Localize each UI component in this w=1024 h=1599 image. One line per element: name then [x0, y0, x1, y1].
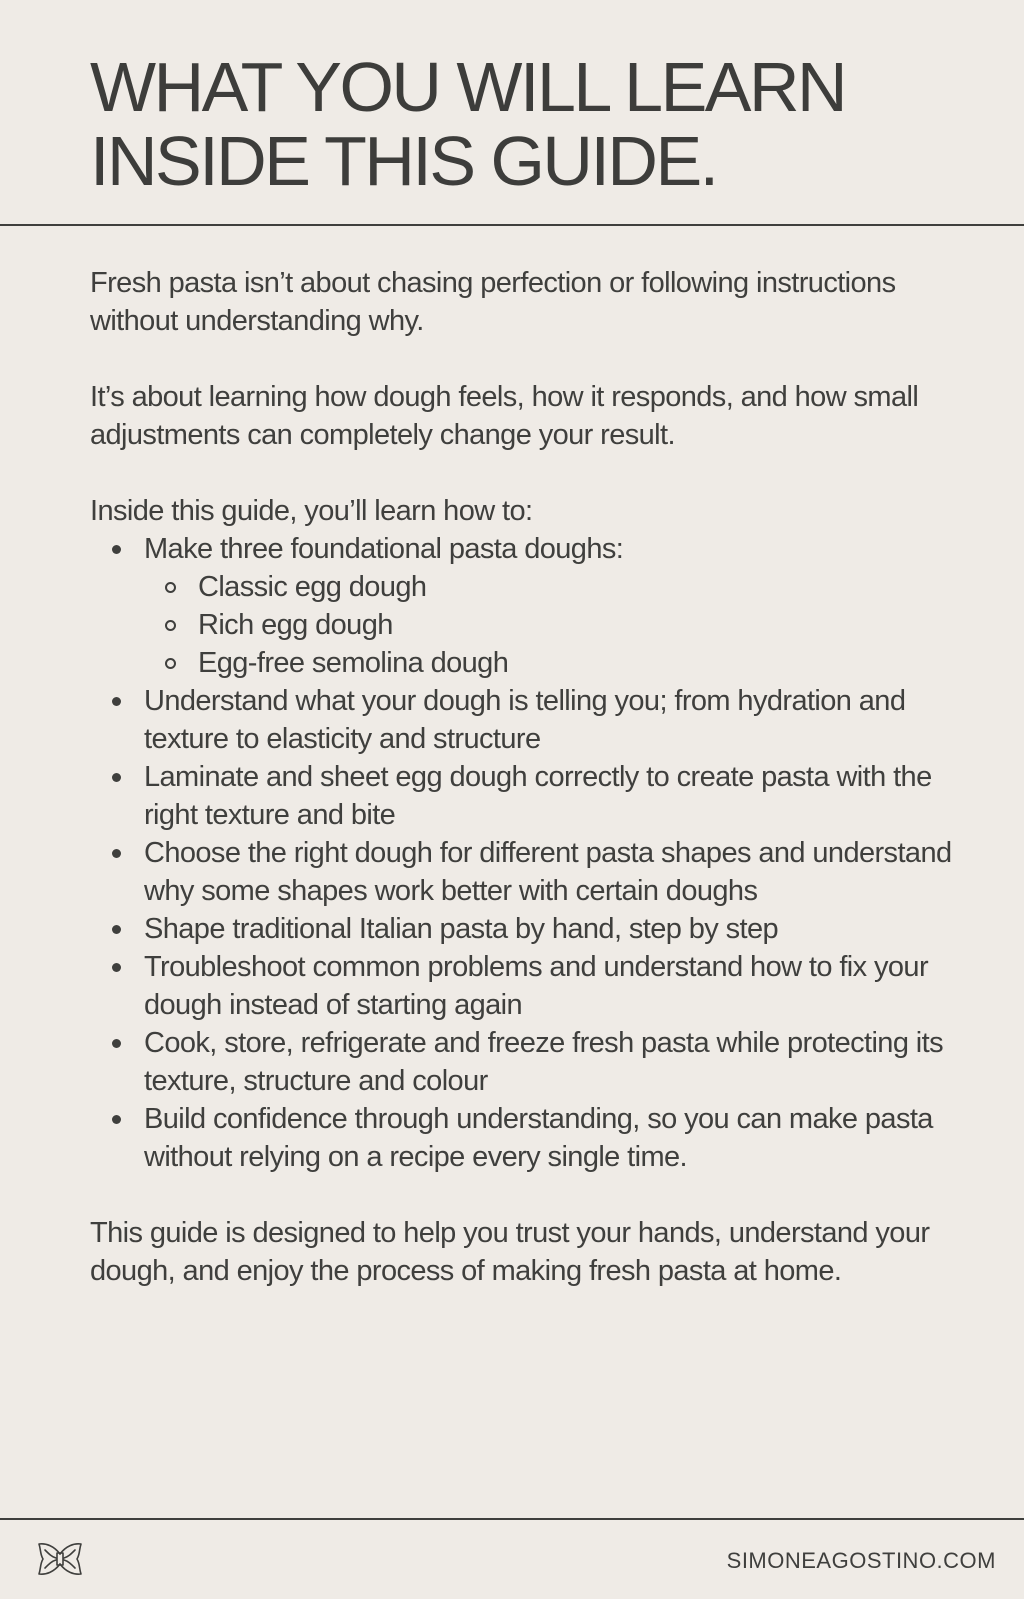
list-item-text: Cook, store, refrigerate and freeze fresh pasta while protecting its texture, structure and colour — [144, 1027, 944, 1097]
title-line-1: WHAT YOU WILL LEARN — [90, 48, 846, 126]
list-item — [90, 682, 970, 758]
intro-paragraph: Fresh pasta isn’t about chasing perfection or following instructions without understanding why. — [90, 267, 896, 337]
bullet-icon — [112, 925, 121, 934]
hollow-bullet-icon — [165, 658, 176, 669]
guide-content — [90, 264, 970, 1290]
list-item — [90, 910, 970, 948]
title-line-2: INSIDE THIS GUIDE. — [90, 122, 717, 200]
sub-list-item — [144, 644, 970, 682]
list-item — [90, 1024, 970, 1100]
list-item-text: Make three foundational pasta doughs: — [144, 533, 624, 565]
sub-list-item — [144, 568, 970, 606]
dough-sublist — [144, 568, 970, 682]
list-item-text: Shape traditional Italian pasta by hand, step by step — [144, 913, 779, 945]
sub-list-item-text: Egg-free semolina dough — [198, 647, 509, 679]
website-url: SIMONEAGOSTINO.COM — [726, 1548, 996, 1573]
list-item-text: Troubleshoot common problems and understand how to fix your dough instead of starting again — [144, 951, 929, 1021]
closing-paragraph: This guide is designed to help you trust your hands, understand your dough, and enjoy the process of making fresh pasta at home. — [90, 1217, 930, 1287]
farfalle-pasta-icon — [36, 1540, 84, 1578]
list-item — [90, 834, 970, 910]
list-item — [90, 530, 970, 682]
list-item-text: Understand what your dough is telling you; from hydration and texture to elasticity and structure — [144, 685, 906, 755]
header-divider — [0, 224, 1024, 226]
approach-paragraph: It’s about learning how dough feels, how it responds, and how small adjustments can completely change your result. — [90, 381, 919, 451]
list-item-text: Choose the right dough for different pasta shapes and understand why some shapes work better with certain doughs — [144, 837, 952, 907]
sub-list-item-text: Classic egg dough — [198, 571, 427, 603]
learning-list — [90, 530, 970, 1176]
list-intro: Inside this guide, you’ll learn how to: — [90, 495, 533, 527]
bullet-icon — [112, 849, 121, 858]
bullet-icon — [112, 1039, 121, 1048]
page-title — [90, 50, 990, 198]
hollow-bullet-icon — [165, 620, 176, 631]
sub-list-item-text: Rich egg dough — [198, 609, 393, 641]
bullet-icon — [112, 545, 121, 554]
bullet-icon — [112, 1115, 121, 1124]
list-item — [90, 1100, 970, 1176]
list-item — [90, 948, 970, 1024]
list-item — [90, 758, 970, 834]
bullet-icon — [112, 773, 121, 782]
list-item-text: Build confidence through understanding, so you can make pasta without relying on a recipe every single time. — [144, 1103, 933, 1173]
bullet-icon — [112, 963, 121, 972]
bullet-icon — [112, 697, 121, 706]
sub-list-item — [144, 606, 970, 644]
hollow-bullet-icon — [165, 582, 176, 593]
footer-divider — [0, 1518, 1024, 1520]
list-item-text: Laminate and sheet egg dough correctly to create pasta with the right texture and bite — [144, 761, 932, 831]
